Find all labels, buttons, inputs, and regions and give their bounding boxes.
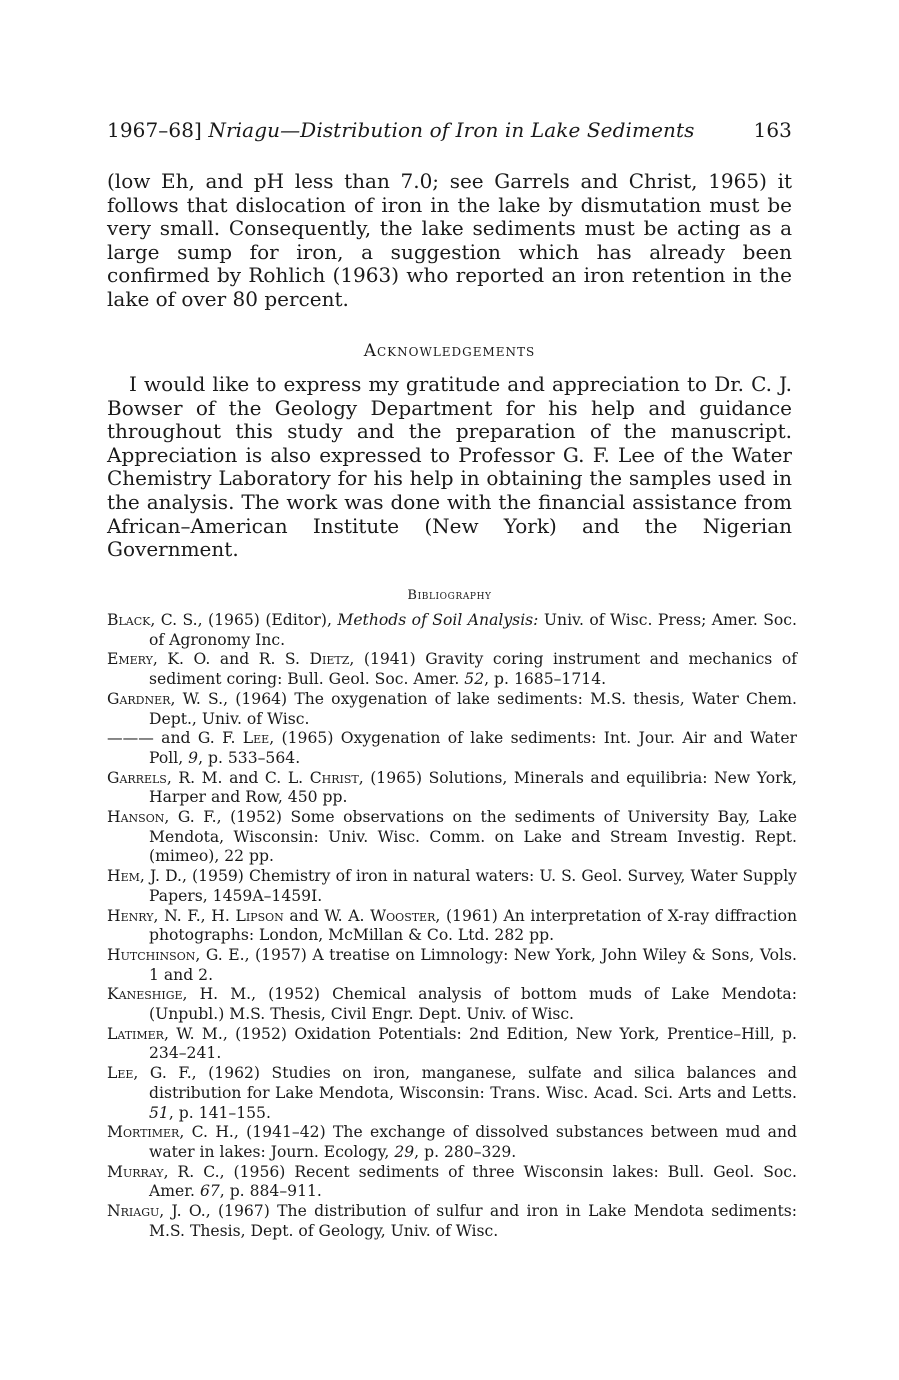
bib-entry-murray: Murray, R. C., (1956) Recent sediments of three Wisconsin lakes: Bull. Geol. Soc. Amer. 67, p. 884–911. [107,1162,797,1201]
header-years: 1967–68] [107,118,202,142]
bib-author: Nriagu [107,1202,160,1221]
bib-ditto-dash: ——— [107,729,154,748]
bib-book-title: Methods of Soil Analysis: [337,611,539,629]
bib-coauthor: Dietz [309,650,350,669]
bib-volume: 52 [464,670,485,689]
bib-author: Mortimer [107,1123,180,1142]
bib-author: Kaneshige [107,985,183,1004]
bib-author: Latimer [107,1024,164,1043]
bib-entry-lee: Lee, G. F., (1962) Studies on iron, manganese, sulfate and silica balances and distribution for Lake Mendota, Wisconsin: Trans. Wisc. Acad. Sci. Arts and Letts. 51, p. 141–155. [107,1064,797,1122]
header-article-title: Nriagu—Distribution of Iron in Lake Sediments [208,118,695,142]
bib-author: Henry [107,906,154,925]
running-head [107,118,792,142]
bib-coauthor: Lee [242,729,270,748]
bib-entry-mortimer: Mortimer, C. H., (1941–42) The exchange of dissolved substances between mud and water in lakes: Journ. Ecology, 29, p. 280–329. [107,1123,797,1161]
acknowledgements-paragraph: I would like to express my gratitude and appreciation to Dr. C. J. Bowser of the Geology Department for his help and guidance throughout this study and the preparation of the manuscript. Appreciation is also expressed to Professor G. F. Lee of the Water Chemistry Laboratory for his help in obtaining the samples used in the analysis. The work was done with the financial assistance from African–American Institute (New York) and the Nigerian Government. [107,372,792,562]
bibliography-list [107,611,797,1242]
bib-coauthor: Wooster [370,906,436,925]
bib-author: Gardner [107,689,171,708]
bib-entry-hem: Hem, J. D., (1959) Chemistry of iron in natural waters: U. S. Geol. Survey, Water Supply Papers, 1459A–1459I. [107,867,797,905]
bib-author: Emery [107,650,153,669]
bib-author: Hutchinson [107,945,196,964]
acknowledgements-heading: Acknowledgements [363,341,536,361]
bib-entry-gardner-lee: ——— and G. F. Lee, (1965) Oxygenation of lake sediments: Int. Jour. Air and Water Poll, 9, p. 533–564. [107,729,797,767]
bib-entry-black: Black, C. S., (1965) (Editor), Methods of Soil Analysis: Univ. of Wisc. Press; Amer. Soc. of Agronomy Inc. [107,611,797,649]
bib-coauthor: Lipson [235,906,284,925]
bib-entry-gardner: Gardner, W. S., (1964) The oxygenation of lake sediments: M.S. thesis, Water Chem. Dept., Univ. of Wisc. [107,689,797,728]
bib-author: Hanson [107,808,165,827]
bib-volume: 67 [199,1182,220,1201]
bib-entry-latimer: Latimer, W. M., (1952) Oxidation Potentials: 2nd Edition, New York, Prentice–Hill, p. 234–241. [107,1024,797,1063]
running-head-title [107,118,694,142]
bib-volume: 29 [394,1142,415,1161]
body-paragraph-continued: (low Eh, and pH less than 7.0; see Garrels and Christ, 1965) it follows that dislocation of iron in the lake by dismutation must be very small. Consequently, the lake sediments must be acting as a large sump for iron, a suggestion which has already been confirmed by Rohlich (1963) who reported an iron retention in the lake of over 80 percent. [107,169,792,311]
bib-entry-garrels: Garrels, R. M. and C. L. Christ, (1965) Solutions, Minerals and equilibria: New York, Harper and Row, 450 pp. [107,768,797,807]
bib-volume: 9 [188,748,199,767]
bib-author: Murray [107,1162,164,1181]
bib-author: Garrels [107,768,167,787]
bib-entry-henry: Henry, N. F., H. Lipson and W. A. Wooster, (1961) An interpretation of X-ray diffraction photographs: London, McMillan & Co. Ltd. 282 pp. [107,906,797,945]
bib-volume: 51 [149,1103,169,1122]
bib-author: Hem [107,867,140,886]
bib-author: Lee [107,1064,134,1083]
bib-entry-kaneshige: Kaneshige, H. M., (1952) Chemical analysis of bottom muds of Lake Mendota: (Unpubl.) M.S. Thesis, Civil Engr. Dept. Univ. of Wisc. [107,985,797,1024]
bibliography-heading: Bibliography [407,588,492,603]
bib-coauthor: Christ [309,768,359,787]
bib-entry-nriagu: Nriagu, J. O., (1967) The distribution of sulfur and iron in Lake Mendota sediments: M.S. Thesis, Dept. of Geology, Univ. of Wisc. [107,1202,797,1240]
bib-entry-hanson: Hanson, G. F., (1952) Some observations on the sediments of University Bay, Lake Mendota, Wisconsin: Univ. Wisc. Comm. on Lake and Stream Investig. Rept. (mimeo), 22 pp. [107,808,797,866]
bib-entry-hutchinson: Hutchinson, G. E., (1957) A treatise on Limnology: New York, John Wiley & Sons, Vols. 1 and 2. [107,945,797,984]
bib-entry-emery: Emery, K. O. and R. S. Dietz, (1941) Gravity coring instrument and mechanics of sediment coring: Bull. Geol. Soc. Amer. 52, p. 1685–1714. [107,650,797,689]
bib-author: Black [107,611,151,629]
page-number: 163 [753,118,792,142]
